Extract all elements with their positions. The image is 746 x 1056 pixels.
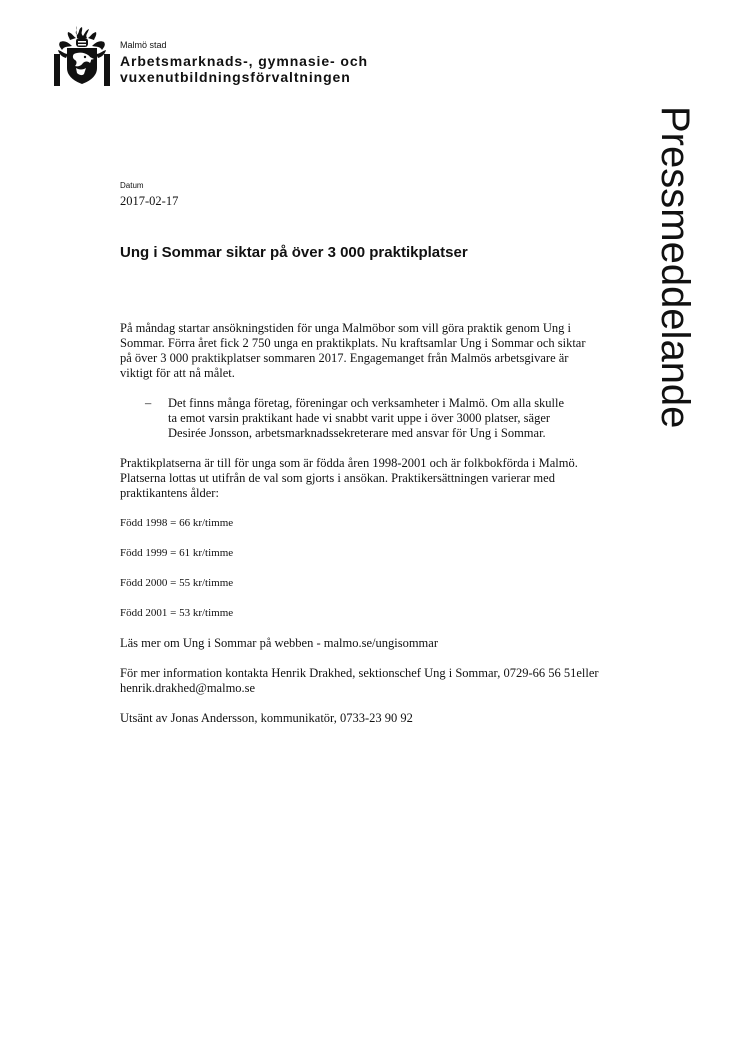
quote-text: Det finns många företag, föreningar och verksamheter i Malmö. Om alla skulle ta emot varsin praktikant hade vi snabbt varit uppe i över 3000 platser, säger Desirée Jonsson, arbetsmarknadssekreterare med ansvar för Ung i Sommar. [168, 396, 565, 440]
wage-line-2000: Född 2000 = 55 kr/timme [120, 577, 234, 589]
eligibility-paragraph: Praktikplatserna är till för unga som är födda åren 1998-2001 och är folkbokförda i Malmö. Platserna lottas ut utifrån de val som gjorts i ansökan. Praktikersättningen varierar med praktikantens ålder: [120, 456, 578, 500]
wage-line-2001: Född 2001 = 53 kr/timme [120, 607, 234, 619]
org-name-line-1: Arbetsmarknads-, gymnasie- och [120, 53, 368, 69]
side-title-press: Press [653, 106, 697, 209]
wage-line-1998: Född 1998 = 66 kr/timme [120, 517, 234, 529]
side-title-meddelande: meddelande [653, 208, 697, 429]
press-release-side-title [652, 106, 698, 428]
org-name-line-2: vuxenutbildningsförvaltningen [120, 69, 351, 85]
malmo-coat-of-arms-logo [54, 24, 110, 86]
org-city: Malmö stad [120, 40, 167, 50]
read-more-paragraph: Läs mer om Ung i Sommar på webben - malmo.se/ungisommar [120, 636, 438, 650]
headline: Ung i Sommar siktar på över 3 000 praktikplatser [120, 244, 468, 261]
quote-paragraph [120, 396, 572, 441]
date-value: 2017-02-17 [120, 194, 179, 208]
sent-by-paragraph: Utsänt av Jonas Andersson, kommunikatör, 0733-23 90 92 [120, 711, 413, 725]
quote-dash: – [145, 396, 152, 410]
org-name [120, 53, 540, 85]
wage-line-1999: Född 1999 = 61 kr/timme [120, 547, 234, 559]
press-release-body [120, 321, 600, 741]
contact-paragraph: För mer information kontakta Henrik Drakhed, sektionschef Ung i Sommar, 0729-66 56 51eller henrik.drakhed@malmo.se [120, 666, 599, 695]
date-label: Datum [120, 181, 144, 190]
intro-paragraph: På måndag startar ansökningstiden för unga Malmöbor som vill göra praktik genom Ung i Sommar. Förra året fick 2 750 unga en praktikplats. Nu kraftsamlar Ung i Sommar och siktar på över 3 000 praktikplatser sommaren 2017. Engagemanget från Malmös arbetsgivare är viktigt för att nå målet. [120, 321, 586, 380]
